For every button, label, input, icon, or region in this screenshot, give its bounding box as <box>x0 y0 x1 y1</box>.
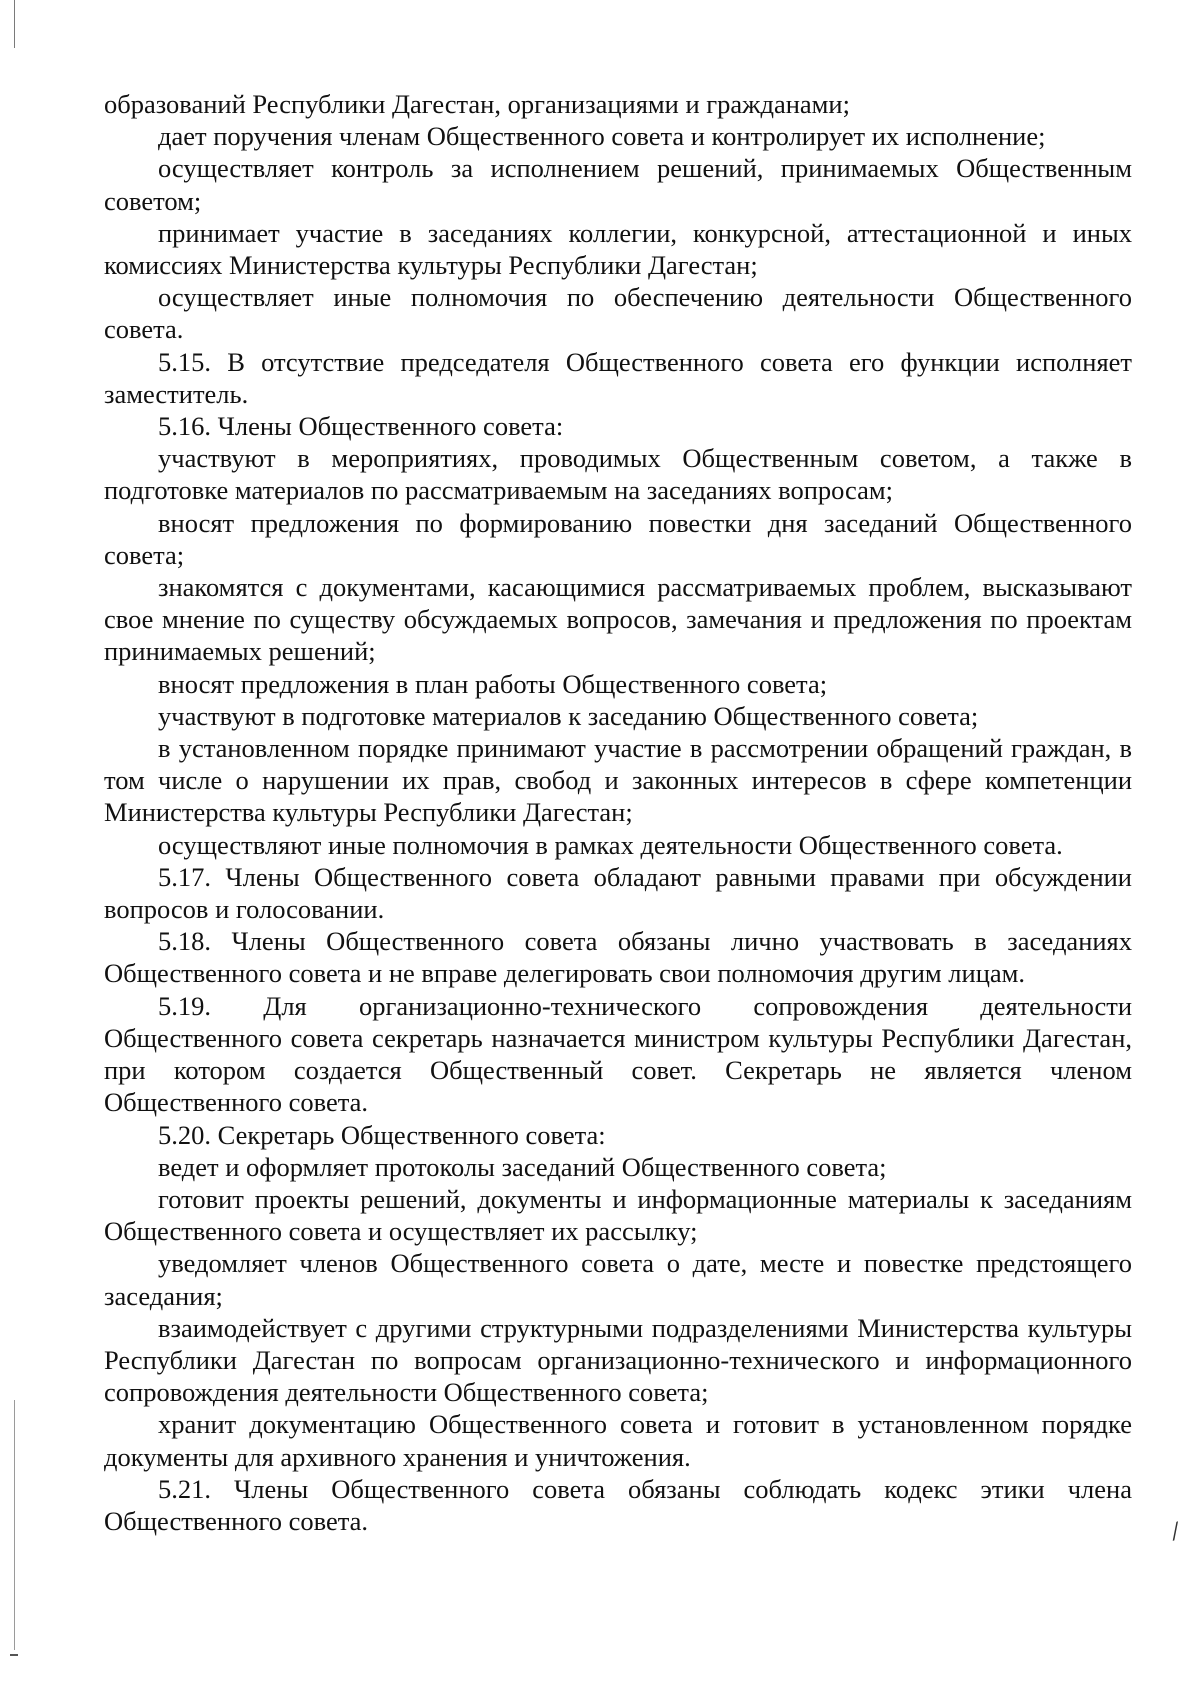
document-paragraph: 5.18. Члены Общественного совета обязаны лично участвовать в заседаниях Общественного совета и не вправе делегировать свои полномочия другим лицам. <box>104 926 1132 989</box>
document-paragraph: взаимодействует с другими структурными подразделениями Министерства культуры Республики Дагестан по вопросам организационно-технического и информационного сопровождения деятельности Общественного совета; <box>104 1312 1132 1408</box>
scan-border-line <box>14 1400 15 1650</box>
document-paragraph: 5.15. В отсутствие председателя Общественного совета его функции исполняет заместитель. <box>104 346 1132 409</box>
document-paragraph: осуществляет иные полномочия по обеспечению деятельности Общественного совета. <box>104 282 1132 345</box>
document-paragraph: осуществляет контроль за исполнением решений, принимаемых Общественным советом; <box>104 153 1132 216</box>
document-paragraph: участвуют в подготовке материалов к заседанию Общественного совета; <box>158 700 979 731</box>
document-paragraph: в установленном порядке принимают участие в рассмотрении обращений граждан, в том числе о нарушении их прав, свобод и законных интересов в сфере компетенции Министерства культуры Республики Дагестан; <box>104 733 1132 828</box>
document-paragraph: дает поручения членам Общественного совета и контролирует их исполнение; <box>158 121 1046 152</box>
document-paragraph: 5.16. Члены Общественного совета: <box>158 411 564 442</box>
document-paragraph: принимает участие в заседаниях коллегии, конкурсной, аттестационной и иных комиссиях Министерства культуры Республики Дагестан; <box>104 217 1132 281</box>
document-paragraph: готовит проекты решений, документы и информационные материалы к заседаниям Общественного совета и осуществляет их рассылку; <box>104 1183 1132 1247</box>
document-paragraph: ведет и оформляет протоколы заседаний Общественного совета; <box>158 1151 887 1182</box>
document-paragraph: 5.21. Члены Общественного совета обязаны соблюдать кодекс этики члена Общественного совета. <box>104 1473 1132 1536</box>
document-paragraph: образований Республики Дагестан, организациями и гражданами; <box>104 89 850 119</box>
document-paragraph: осуществляют иные полномочия в рамках деятельности Общественного совета. <box>158 829 1063 860</box>
document-paragraph: вносят предложения по формированию повестки дня заседаний Общественного совета; <box>104 507 1132 570</box>
document-paragraph: 5.20. Секретарь Общественного совета: <box>158 1119 606 1150</box>
scan-border-line <box>14 0 15 48</box>
document-paragraph: 5.19. Для организационно-технического сопровождения деятельности Общественного совета секретарь назначается министром культуры Республики Дагестан, при котором создается Общественный совет. Секретарь не является членом Общественного совета. <box>104 990 1132 1118</box>
margin-pen-mark: ⁄ <box>1170 1520 1183 1545</box>
document-paragraph: хранит документацию Общественного совета и готовит в установленном порядке документы для архивного хранения и уничтожения. <box>104 1409 1132 1472</box>
document-paragraph: уведомляет членов Общественного совета о дате, месте и повестке предстоящего заседания; <box>104 1248 1132 1311</box>
document-paragraph: участвуют в мероприятиях, проводимых Общественным советом, а также в подготовке материалов по рассматриваемым на заседаниях вопросам; <box>104 443 1132 506</box>
document-paragraph: знакомятся с документами, касающимися рассматриваемых проблем, высказывают свое мнение по существу обсуждаемых вопросов, замечания и предложения по проектам принимаемых решений; <box>104 572 1132 667</box>
scan-border-mark <box>10 1654 18 1656</box>
document-body <box>104 88 1132 1537</box>
document-paragraph: вносят предложения в план работы Общественного совета; <box>158 668 828 699</box>
document-paragraph: 5.17. Члены Общественного совета обладают равными правами при обсуждении вопросов и голосовании. <box>104 861 1132 925</box>
